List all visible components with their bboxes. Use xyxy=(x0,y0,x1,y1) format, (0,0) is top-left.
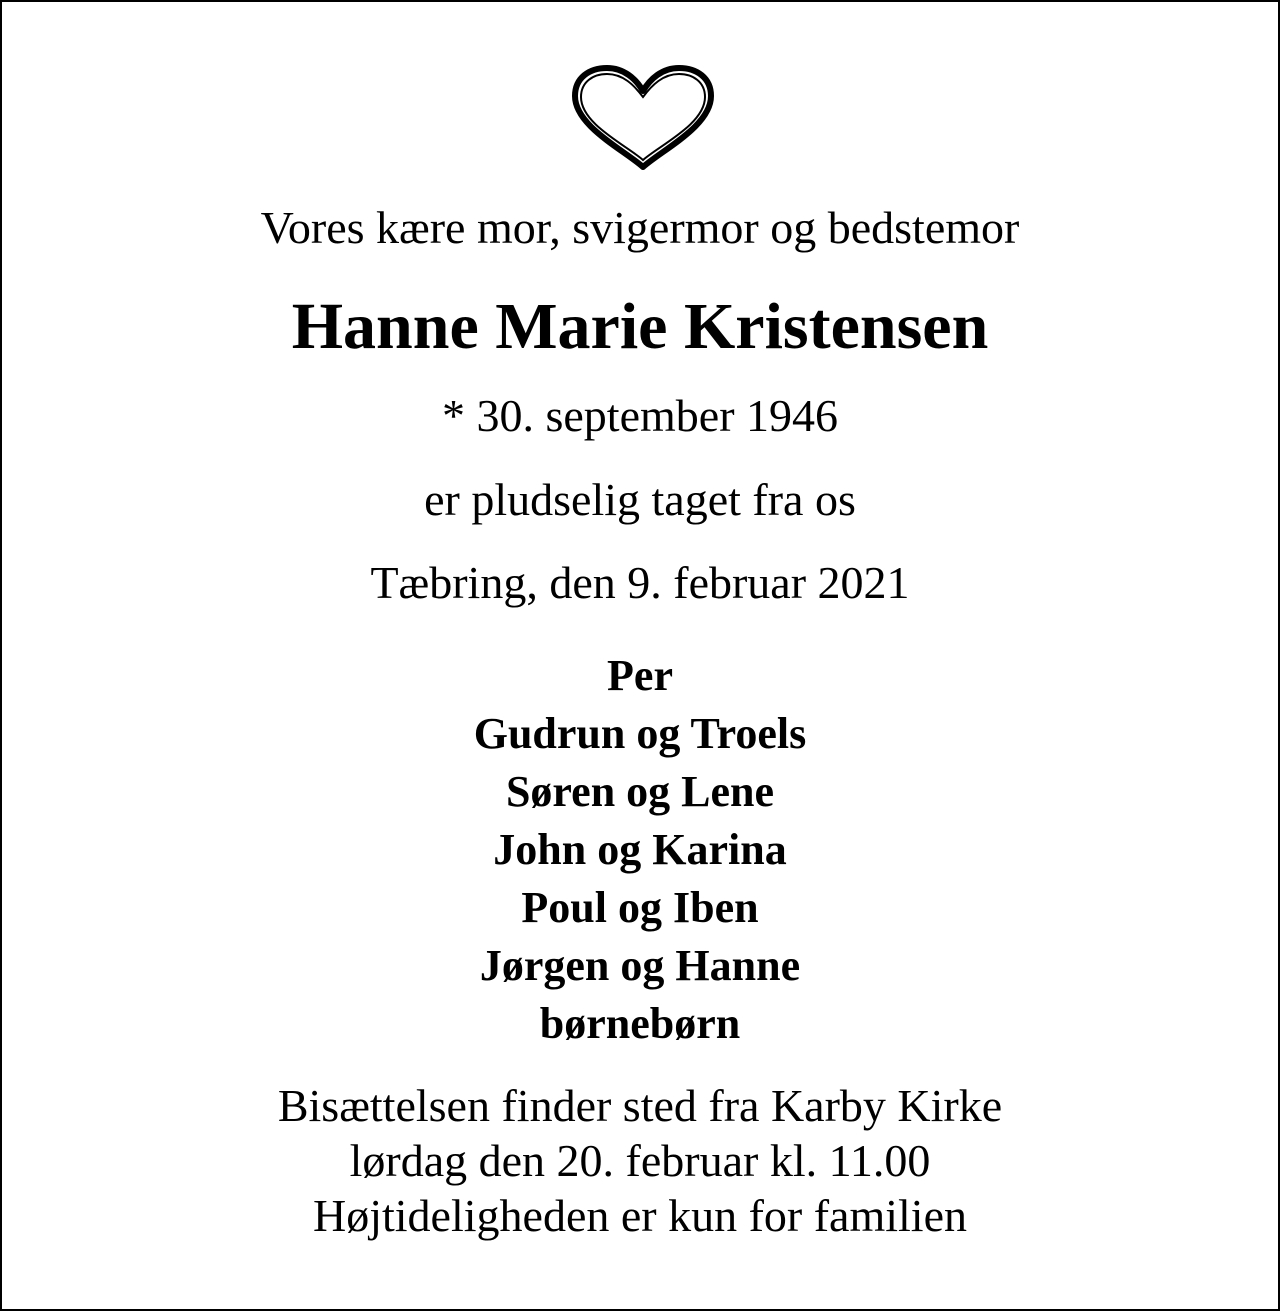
survivor-name: Poul og Iben xyxy=(521,883,759,932)
survivor-name: Søren og Lene xyxy=(505,767,775,816)
survivor-name: Per xyxy=(607,651,673,700)
intro-text: Vores kære mor, svigermor og bedstemor xyxy=(260,202,1020,253)
survivors-list xyxy=(2,647,1278,1053)
survivor-name: børnebørn xyxy=(539,999,741,1048)
service-note: Højtideligheden er kun for familien xyxy=(312,1190,968,1241)
deceased-name: Hanne Marie Kristensen xyxy=(291,290,989,363)
survivor-name: Gudrun og Troels xyxy=(473,709,807,758)
service-location: Bisættelsen finder sted fra Karby Kirke xyxy=(277,1080,1003,1131)
survivor-name: John og Karina xyxy=(493,825,787,874)
survivor-name: Jørgen og Hanne xyxy=(479,941,801,990)
service-time: lørdag den 20. februar kl. 11.00 xyxy=(349,1135,931,1186)
birth-date: * 30. september 1946 xyxy=(441,390,839,441)
place-and-date-of-death: Tæbring, den 9. februar 2021 xyxy=(370,557,910,608)
passing-text: er pludselig taget fra os xyxy=(424,474,856,525)
funeral-service-info xyxy=(2,1078,1278,1243)
heart-outline-icon xyxy=(570,64,716,172)
